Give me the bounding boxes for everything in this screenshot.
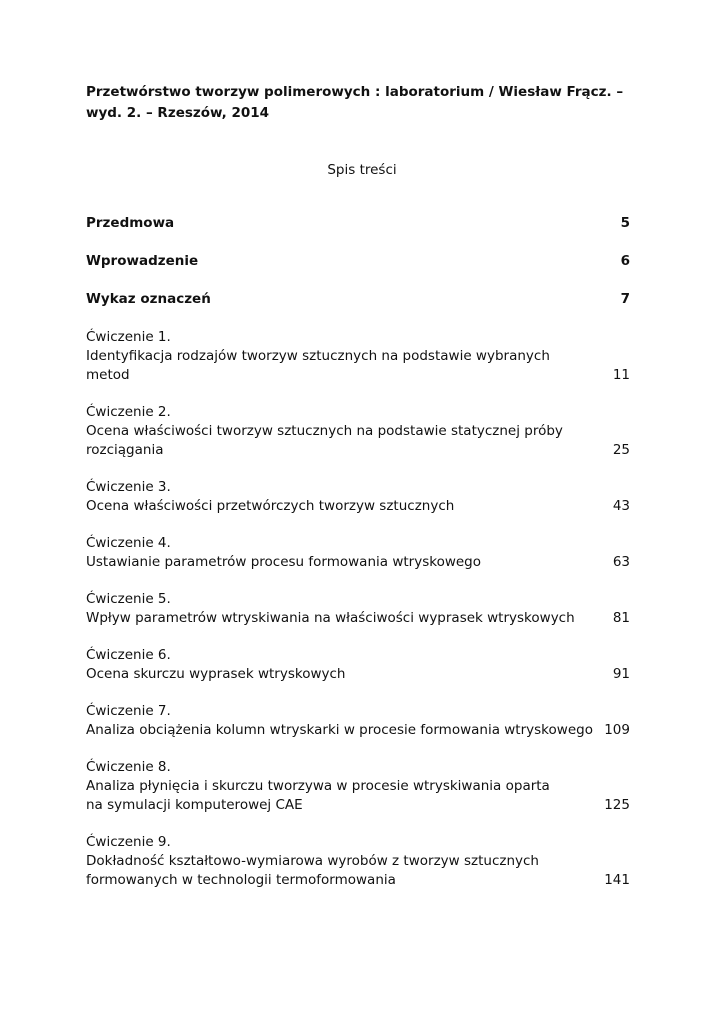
toc-entry xyxy=(86,833,630,890)
exercise-number: Ćwiczenie 3. xyxy=(86,479,171,495)
table-of-contents xyxy=(86,214,630,908)
toc-entry xyxy=(86,403,630,460)
toc-page-number: 63 xyxy=(612,554,630,570)
toc-heading: Spis treści xyxy=(327,162,397,178)
exercise-number: Ćwiczenie 6. xyxy=(86,647,171,663)
exercise-number: Ćwiczenie 8. xyxy=(86,759,171,775)
book-title: Przetwórstwo tworzyw polimerowych : laboratorium / Wiesław Frącz. – wyd. 2. – Rzeszów, 2014 xyxy=(86,84,624,121)
toc-page-number: 7 xyxy=(620,291,630,307)
toc-page-number: 6 xyxy=(620,253,630,269)
toc-page-number: 43 xyxy=(612,498,630,514)
exercise-title-line: na symulacji komputerowej CAE xyxy=(86,797,303,813)
toc-entry xyxy=(86,290,630,309)
toc-page-number: 109 xyxy=(604,722,630,738)
toc-entry-title: Przedmowa xyxy=(86,215,175,231)
exercise-title-line: formowanych w technologii termoformowania xyxy=(86,872,396,888)
exercise-number: Ćwiczenie 5. xyxy=(86,591,171,607)
exercise-number: Ćwiczenie 2. xyxy=(86,404,171,420)
exercise-title-line: Ocena skurczu wyprasek wtryskowych xyxy=(86,666,346,682)
exercise-title-line: Analiza płynięcia i skurczu tworzywa w procesie wtryskiwania oparta xyxy=(86,778,550,794)
toc-entry xyxy=(86,478,630,516)
exercise-number: Ćwiczenie 9. xyxy=(86,834,171,850)
toc-entry xyxy=(86,590,630,628)
exercise-title-line: Analiza obciążenia kolumn wtryskarki w procesie formowania wtryskowego xyxy=(86,722,593,738)
toc-entry xyxy=(86,328,630,385)
exercise-title-line: Wpływ parametrów wtryskiwania na właściwości wyprasek wtryskowych xyxy=(86,610,575,626)
exercise-title-line: Ocena właściwości tworzyw sztucznych na podstawie statycznej próby xyxy=(86,423,563,439)
exercise-title-line: metod xyxy=(86,367,130,383)
exercise-title-line: Ocena właściwości przetwórczych tworzyw sztucznych xyxy=(86,498,455,514)
toc-entry xyxy=(86,252,630,271)
exercise-number: Ćwiczenie 7. xyxy=(86,703,171,719)
toc-page-number: 91 xyxy=(612,666,630,682)
exercise-title-line: Ustawianie parametrów procesu formowania wtryskowego xyxy=(86,554,482,570)
toc-page-number: 25 xyxy=(612,442,630,458)
toc-page-number: 81 xyxy=(612,610,630,626)
exercise-number: Ćwiczenie 4. xyxy=(86,535,171,551)
toc-page-number: 5 xyxy=(620,215,630,231)
toc-entry xyxy=(86,758,630,815)
toc-entry xyxy=(86,702,630,740)
toc-entry xyxy=(86,214,630,233)
toc-entry-title: Wykaz oznaczeń xyxy=(86,291,211,307)
toc-entry-title: Wprowadzenie xyxy=(86,253,199,269)
exercise-number: Ćwiczenie 1. xyxy=(86,329,171,345)
exercise-title-line: Identyfikacja rodzajów tworzyw sztucznych na podstawie wybranych xyxy=(86,348,550,364)
toc-page-number: 11 xyxy=(612,367,630,383)
exercise-title-line: rozciągania xyxy=(86,442,164,458)
exercise-title-line: Dokładność kształtowo-wymiarowa wyrobów z tworzyw sztucznych xyxy=(86,853,539,869)
toc-entry xyxy=(86,646,630,684)
toc-page-number: 141 xyxy=(604,872,630,888)
toc-page-number: 125 xyxy=(604,797,630,813)
toc-entry xyxy=(86,534,630,572)
